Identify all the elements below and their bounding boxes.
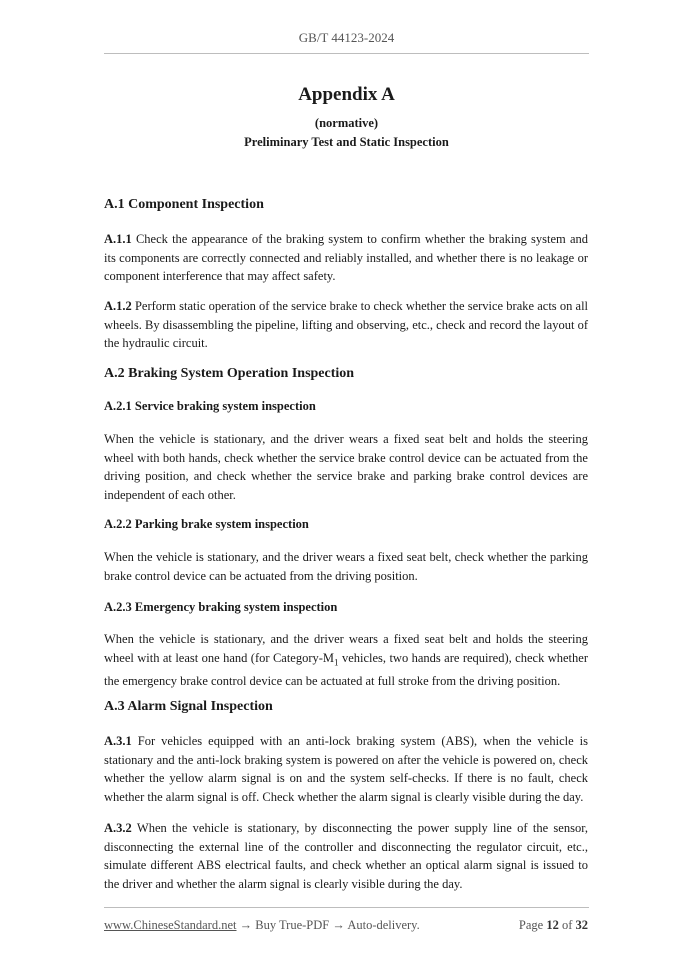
of-label: of	[561, 918, 573, 932]
clause-text: When the vehicle is stationary, by disconnecting the power supply line of the sensor, disconnecting the external line of the controller and disconnecting the regulator circuit, etc., simulate different ABS electrical faults, and check whether an optical alarm signal is issued to the driver and whether the alarm signal is clearly visible during the day.	[104, 821, 588, 891]
subsection-a2-2-heading: A.2.2 Parking brake system inspection	[104, 517, 309, 531]
footer-divider	[104, 907, 589, 908]
header-divider	[104, 53, 589, 54]
page-indicator	[519, 918, 588, 933]
clause-text: vehicles, two hands are required), check whether the emergency brake control device can be actuated at full stroke from the driving position.	[104, 650, 588, 688]
clause-text: Perform static operation of the service brake to check whether the service brake acts on all wheels. By disassembling the pipeline, lifting and observing, etc., check and record the layout of the hydraulic circuit.	[104, 299, 589, 350]
paragraph-a2-3	[104, 630, 588, 690]
clause-text: Check the appearance of the braking system to confirm whether the braking system and its components are correctly connected and reliably installed, and whether there is no leakage or component interference that may affect safety.	[104, 232, 589, 283]
standard-code: GB/T 44123-2024	[298, 30, 395, 45]
buy-link[interactable]: Buy True-PDF	[255, 918, 330, 932]
delivery-text: Auto-delivery.	[347, 918, 420, 932]
footer-links	[104, 918, 420, 933]
section-a3-heading: A.3 Alarm Signal Inspection	[104, 699, 273, 714]
paragraph-a3-1	[104, 732, 588, 806]
appendix-subtitle: Preliminary Test and Static Inspection	[244, 135, 449, 149]
paragraph-a3-2	[104, 819, 588, 893]
total-pages: 32	[575, 918, 588, 932]
paragraph-a2-2: When the vehicle is stationary, and the driver wears a fixed seat belt, check whether the parking brake control device can be actuated from the driving position.	[104, 550, 588, 583]
arrow-icon: →	[239, 918, 253, 932]
clause-text: When the vehicle is stationary, and the driver wears a fixed seat belt and holds the steering wheel with at least one hand (for Category-M	[104, 632, 588, 665]
section-a2-heading: A.2 Braking System Operation Inspection	[104, 366, 355, 381]
clause-number: A.3.1	[104, 734, 132, 748]
subscript: 1	[334, 657, 339, 667]
clause-text: For vehicles equipped with an anti-lock braking system (ABS), when the vehicle is stationary and the anti-lock braking system is powered on after the vehicle is powered on, check whether the yellow alarm signal is on and the system self-checks. If there is no fault, check whether the alarm signal is off. Check whether the alarm signal is clearly visible during the day.	[104, 734, 588, 804]
subsection-a2-1-heading: A.2.1 Service braking system inspection	[104, 399, 316, 413]
clause-number: A.3.2	[104, 821, 132, 835]
subsection-a2-3-heading: A.2.3 Emergency braking system inspection	[104, 600, 338, 614]
appendix-type: (normative)	[314, 116, 379, 130]
arrow-icon: →	[332, 918, 345, 932]
page-number: 12	[546, 918, 559, 932]
site-link[interactable]: www.ChineseStandard.net	[104, 918, 237, 932]
page-label: Page	[518, 918, 544, 932]
clause-number: A.1.1	[104, 232, 132, 246]
clause-number: A.1.2	[104, 299, 132, 313]
appendix-title: Appendix A	[298, 84, 395, 105]
paragraph-a1-1	[104, 230, 588, 286]
paragraph-a2-1: When the vehicle is stationary, and the driver wears a fixed seat belt and holds the steering wheel with both hands, check whether the service brake control device can be actuated from the driving position, and check whether the service brake and parking brake control devices are independent of each other.	[104, 432, 588, 502]
section-a1-heading: A.1 Component Inspection	[104, 197, 264, 212]
paragraph-a1-2	[104, 297, 588, 353]
